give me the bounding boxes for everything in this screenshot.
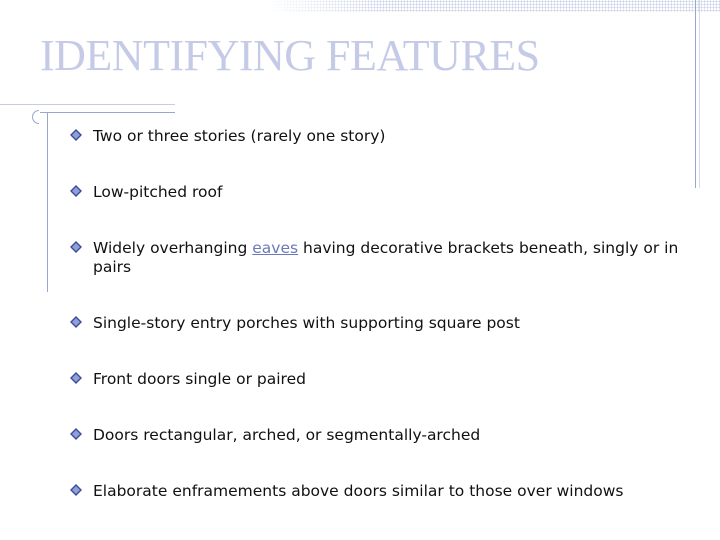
eaves-link[interactable]: eaves xyxy=(252,239,299,257)
bullet-text-end: having decorative brackets beneath, singly or in pairs xyxy=(93,239,679,276)
bullet-text: Front doors single or paired xyxy=(93,370,306,388)
bullet-item xyxy=(70,237,700,312)
bullet-text: Low-pitched roof xyxy=(93,183,223,201)
bullet-item xyxy=(70,424,700,480)
diamond-bullet-icon xyxy=(70,129,82,141)
bullet-text xyxy=(93,239,698,277)
bullet-item xyxy=(70,125,700,181)
bullet-item xyxy=(70,181,700,237)
slide-title: IDENTIFYING FEATURES xyxy=(40,31,540,80)
bullet-item xyxy=(70,312,700,368)
diamond-bullet-icon xyxy=(70,372,82,384)
diamond-bullet-icon xyxy=(70,185,82,197)
decorative-rule xyxy=(40,112,175,113)
diamond-bullet-icon xyxy=(70,241,82,253)
bullet-text: Two or three stories (rarely one story) xyxy=(93,127,386,145)
diamond-bullet-icon xyxy=(70,428,82,440)
bullet-text: Elaborate enframements above doors similar to those over windows xyxy=(93,482,624,500)
bullet-text: Single-story entry porches with supporting square post xyxy=(93,314,520,332)
decorative-left-line xyxy=(47,112,48,292)
bullet-item xyxy=(70,480,700,536)
bullet-list xyxy=(70,125,700,536)
bullet-text-start: Widely overhanging xyxy=(93,239,253,257)
decorative-rule-top xyxy=(0,104,175,105)
diamond-bullet-icon xyxy=(70,484,82,496)
decorative-band-fade xyxy=(265,0,385,12)
bullet-item xyxy=(70,368,700,424)
diamond-bullet-icon xyxy=(70,316,82,328)
bullet-text: Doors rectangular, arched, or segmentally-arched xyxy=(93,426,481,444)
